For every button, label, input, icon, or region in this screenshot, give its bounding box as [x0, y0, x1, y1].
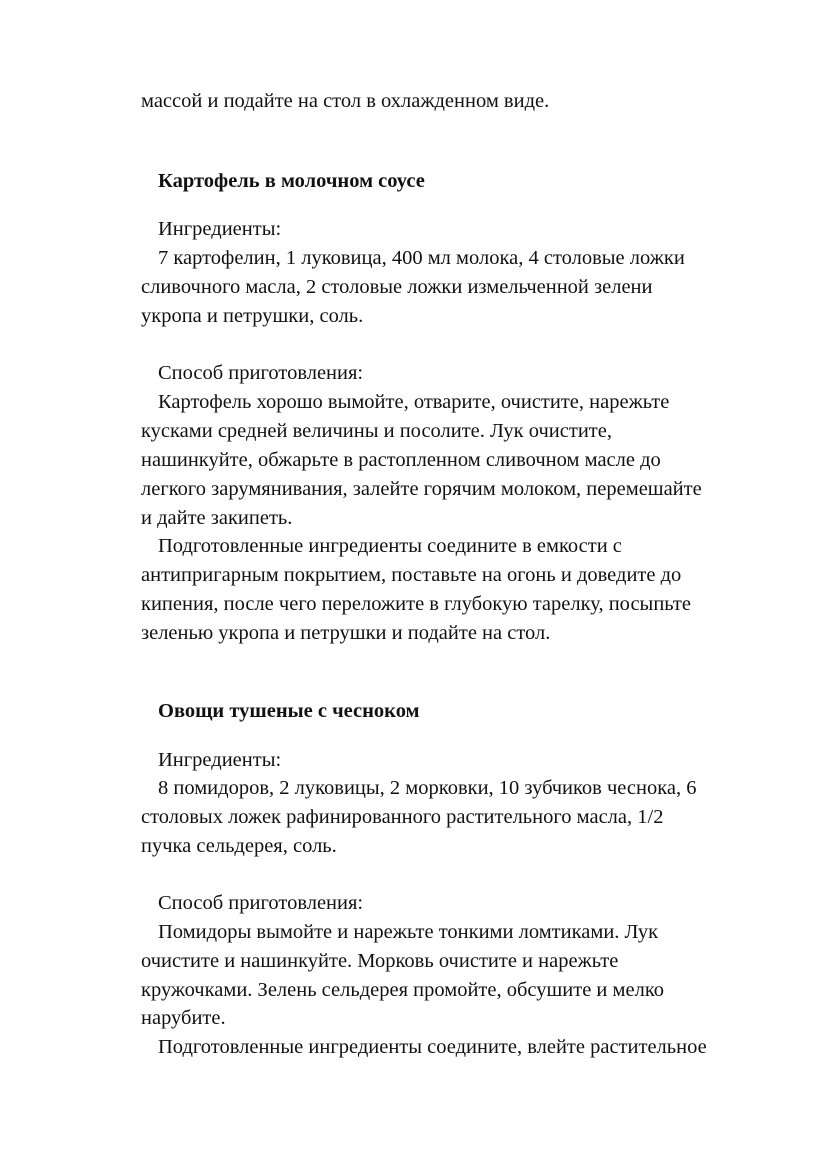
method-line: Подготовленные ингредиенты соедините, влейте растительное	[158, 1036, 707, 1058]
continuation-text: массой и подайте на стол в охлажденном виде.	[141, 90, 550, 112]
ingredients-line: сливочного масла, 2 столовые ложки измельченной зелени	[141, 276, 653, 298]
method-line: зеленью укропа и петрушки и подайте на стол.	[141, 622, 551, 644]
ingredients-line: 8 помидоров, 2 луковицы, 2 морковки, 10 зубчиков чеснока, 6	[158, 777, 697, 799]
method-line: очистите и нашинкуйте. Морковь очистите и нарежьте	[141, 950, 619, 972]
ingredients-line: пучка сельдерея, соль.	[141, 835, 337, 857]
method-line: кружочками. Зелень сельдерея промойте, обсушите и мелко	[141, 979, 664, 1001]
method-line: легкого зарумянивания, залейте горячим молоком, перемешайте	[141, 478, 702, 500]
ingredients-line: укропа и петрушки, соль.	[141, 305, 364, 327]
ingredients-label: Ингредиенты:	[158, 218, 282, 240]
method-line: Подготовленные ингредиенты соедините в емкости с	[158, 535, 622, 557]
ingredients-label: Ингредиенты:	[158, 749, 282, 771]
recipe-title: Картофель в молочном соусе	[158, 170, 425, 192]
method-line: кипения, после чего переложите в глубокую тарелку, посыпьте	[141, 593, 691, 615]
method-line: Картофель хорошо вымойте, отварите, очистите, нарежьте	[158, 391, 670, 413]
method-label: Способ приготовления:	[158, 362, 364, 384]
method-line: и дайте закипеть.	[141, 507, 293, 529]
method-line: нашинкуйте, обжарьте в растопленном сливочном масле до	[141, 449, 661, 471]
method-line: антипригарным покрытием, поставьте на огонь и доведите до	[141, 564, 682, 586]
recipe-title: Овощи тушеные с чесноком	[158, 700, 420, 722]
method-line: нарубите.	[141, 1007, 226, 1029]
ingredients-line: 7 картофелин, 1 луковица, 400 мл молока, 4 столовые ложки	[158, 247, 685, 269]
method-line: кусками средней величины и посолите. Лук очистите,	[141, 420, 612, 442]
method-line: Помидоры вымойте и нарежьте тонкими ломтиками. Лук	[158, 921, 659, 943]
ingredients-line: столовых ложек рафинированного растительного масла, 1/2	[141, 806, 664, 828]
method-label: Способ приготовления:	[158, 892, 364, 914]
